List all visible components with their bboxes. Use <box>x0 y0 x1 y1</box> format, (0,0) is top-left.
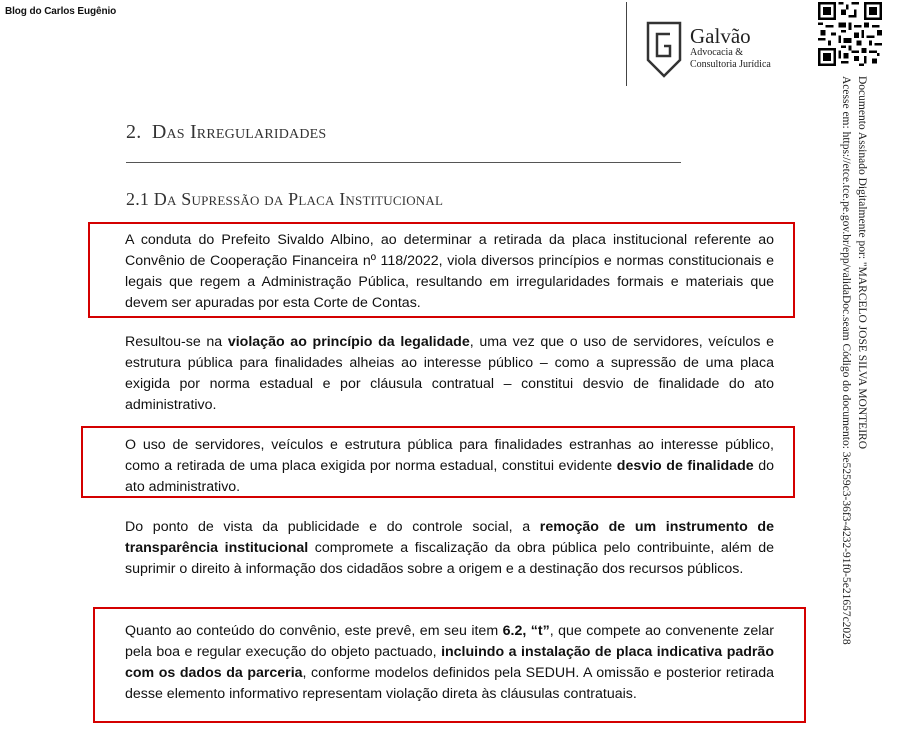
paragraph-3-text-a: O uso de servidores, veículos e estrutura pública para finalidades estranhas ao interesse público, como a retirada de uma placa exigida por norma estadual, constitui evidente <box>125 437 774 474</box>
section-rule <box>126 162 681 163</box>
galvao-logo <box>644 20 784 82</box>
logo-subtitle-line2: Consultoria Jurídica <box>690 59 771 70</box>
section-heading <box>126 121 326 144</box>
paragraph-5-bold-item: 6.2, “t” <box>502 623 550 639</box>
header-divider <box>626 2 627 86</box>
highlight-box-1 <box>88 222 795 318</box>
paragraph-2-text-a: Resultou-se na <box>125 334 228 350</box>
paragraph-5-bold-clause: incluindo a instalação de placa indicativa padrão com os dados da parceria <box>125 644 774 681</box>
paragraph-2 <box>125 332 774 416</box>
signature-line-1: Documento Assinado Digitalmente por: "MARCELO JOSE SILVA MONTEIRO <box>856 76 868 450</box>
highlight-box-2 <box>81 426 795 498</box>
paragraph-2-text-c: , uma vez que o uso de servidores, veículos e estrutura pública para finalidades alheias ao interesse público – como a supressão de uma placa exigida por norma estadual e por cláusula contratual – constitui desvio de finalidade do ato administrativo. <box>125 334 774 413</box>
logo-subtitle-line1: Advocacia & <box>690 47 744 58</box>
paragraph-3-bold: desvio de finalidade <box>616 458 754 474</box>
paragraph-5-text-c: , que compete ao convenente zelar pela boa e regular execução do objeto pactuado, <box>125 623 774 660</box>
subsection-heading: 2.1 Da Supressão da Placa Institucional <box>126 189 444 209</box>
paragraph-5-text-e: , conforme modelos definidos pela SEDUH. A omissão e posterior retirada desse elemento informativo representam violação direta às cláusulas contratuais. <box>125 665 774 702</box>
shield-g-icon <box>644 20 684 80</box>
section-title: Das Irregularidades <box>151 121 327 143</box>
highlight-box-3 <box>93 607 806 723</box>
qr-code-icon <box>815 2 885 66</box>
logo-name: Galvão <box>690 24 751 48</box>
signature-validation-link[interactable]: Acesse em: https://etce.tce.pe.gov.br/epp/validaDoc.seam Código do documento: 3e5259c3-36f3-4232-91f0-5e21657c2028 <box>840 76 852 645</box>
paragraph-3-text-c: do ato administrativo. <box>125 458 775 495</box>
paragraph-4-bold: remoção de um instrumento de transparência institucional <box>125 519 774 556</box>
paragraph-5-text-a: Quanto ao conteúdo do convênio, este prevê, em seu item <box>125 623 503 639</box>
paragraph-4 <box>125 517 774 580</box>
paragraph-4-text-a: Do ponto de vista da publicidade e do controle social, a <box>125 519 540 535</box>
paragraph-1-text: A conduta do Prefeito Sivaldo Albino, ao determinar a retirada da placa institucional referente ao Convênio de Cooperação Financeira nº 118/2022, viola diversos princípios e normas constitucionais e legais que regem a Administração Pública, resultando em irregularidades formais e materiais que devem ser apuradas por esta Corte de Contas. <box>125 232 774 311</box>
section-number: 2. <box>126 121 142 143</box>
logo-subtitle <box>690 47 771 71</box>
paragraph-2-bold: violação ao princípio da legalidade <box>227 334 470 350</box>
blog-title: Blog do Carlos Eugênio <box>5 6 117 17</box>
digital-signature-notice <box>836 76 870 686</box>
paragraph-4-text-c: compromete a fiscalização da obra pública pelo contribuinte, além de suprimir o direito à informação dos cidadãos sobre a origem e a destinação dos recursos públicos. <box>125 540 774 577</box>
